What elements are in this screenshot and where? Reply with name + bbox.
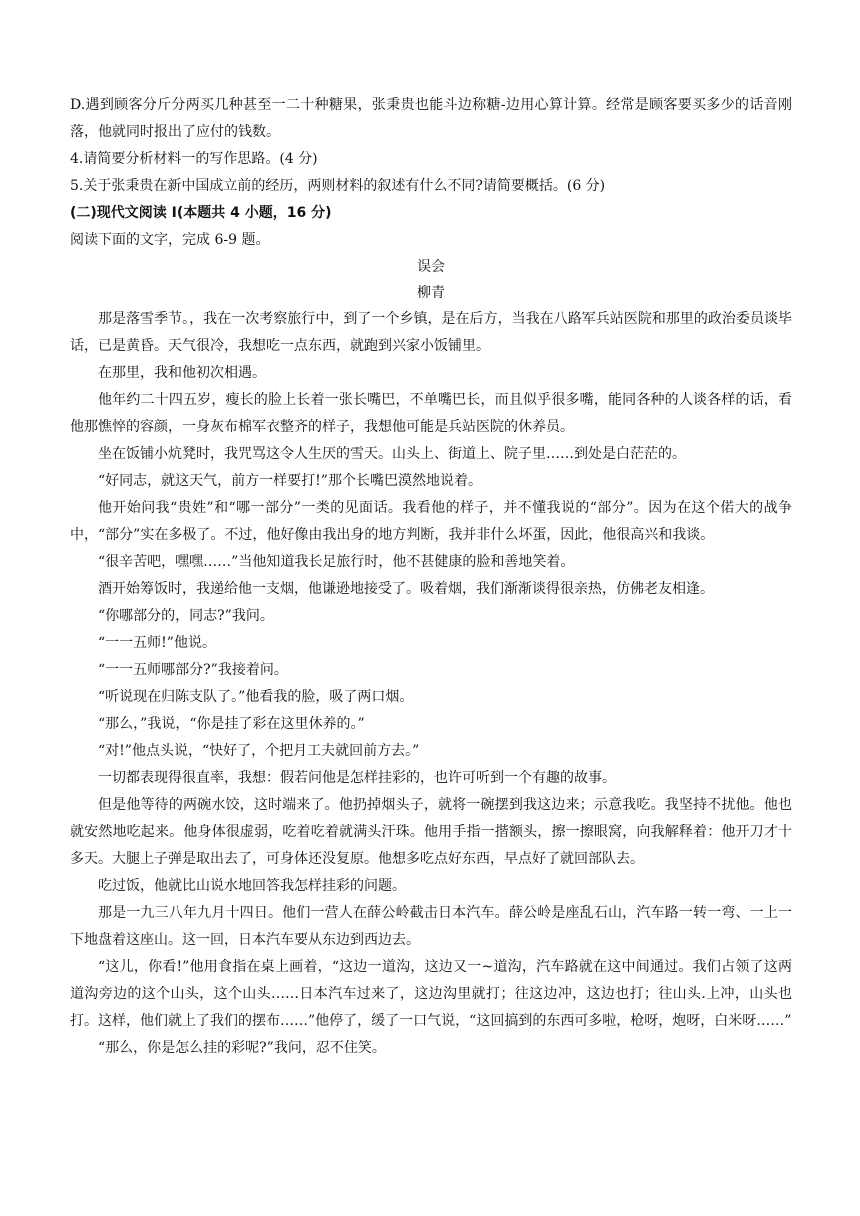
story-paragraph: “对!”他点头说，“快好了，个把月工夫就回前方去。” (98, 743, 420, 759)
story-paragraph: “听说现在归陈支队了。”他看我的脸，吸了两口烟。 (98, 689, 414, 705)
story-paragraph: 但是他等待的两碗水饺，这时端来了。他扔掉烟头子，就将一碗摆到我这边来；示意我吃。我坚持不扰他。他也就安然地吃起来。他身体很虚弱，吃着吃着就满头汗珠。他用手指一揩额头，擦一擦眼窝，向我解释着：他开刀才十多天。大腿上子弹是取出去了，可身体还没复原。他想多吃点好东西，早点好了就回部队去。 (70, 797, 792, 867)
story-paragraph: 那是落雪季节。，我在一次考察旅行中，到了一个乡镇，是在后方，当我在八路军兵站医院和那里的政治委员谈毕话，已是黄昏。天气很冷，我想吃一点东西，就跑到兴家小饭铺里。 (70, 311, 792, 354)
section-heading: (二)现代文阅读 I(本题共 4 小题，16 分) (70, 205, 332, 221)
story-paragraph: 酒开始筹饭时，我递给他一支烟，他谦逊地接受了。吸着烟，我们渐渐谈得很亲热，仿佛老友相逢。 (98, 581, 714, 597)
story-paragraph: 那是一九三八年九月十四日。他们一营人在薛公岭截击日本汽车。薛公岭是座乱石山，汽车路一转一弯、一上一下地盘着这座山。这一回，日本汽车要从东边到西边去。 (70, 905, 792, 948)
story-title: 误会 (417, 259, 445, 275)
author: 柳青 (417, 285, 445, 301)
document-page (70, 92, 792, 1062)
story-paragraph: 坐在饭铺小炕凳时，我咒骂这令人生厌的雪天。山头上、街道上、院子里……到处是白茫茫的。 (98, 446, 686, 462)
story-paragraph: 一切都表现得很直率，我想：假若问他是怎样挂彩的，也许可听到一个有趣的故事。 (98, 770, 616, 786)
story-paragraph: “一一五师哪部分?”我接着问。 (98, 662, 288, 678)
story-paragraph: “一一五师!”他说。 (98, 635, 216, 651)
question-4: 4.请简要分析材料一的写作思路。(4 分) (70, 151, 318, 167)
story-paragraph: “那么，你是怎么挂的彩呢?”我问，忍不住笑。 (98, 1040, 386, 1056)
option-d: D.遇到顾客分斤分两买几种甚至一二十种糖果，张秉贵也能斗边称糖-边用心算计算。经常是顾客要买多少的话音刚落，他就同时报出了应付的钱数。 (70, 97, 792, 140)
story-paragraph: 他年约二十四五岁，瘦长的脸上长着一张长嘴巴，不单嘴巴长，而且似乎很多嘴，能同各种的人谈各样的话，看他那憔悴的容颜，一身灰布棉军衣整齐的样子，我想他可能是兵站医院的休养员。 (70, 392, 792, 435)
story-paragraph: 吃过饭，他就比山说水地回答我怎样挂彩的问题。 (98, 878, 406, 894)
story-paragraph: “你哪部分的，同志?”我问。 (98, 608, 274, 624)
story-paragraph: “好同志，就这天气，前方一样要打!”那个长嘴巴漠然地说着。 (98, 473, 482, 489)
story-paragraph: “这儿，你看!”他用食指在桌上画着，“这边一道沟，这边又一~道沟，汽车路就在这中间通过。我们占领了这两道沟旁边的这个山头，这个山头……日本汽车过来了，这边沟里就打；往这边冲，这边也打；往山头.上冲，山头也打。这样，他们就上了我们的摆布……”他停了，缓了一口气说，“这回搞到的东西可多啦，枪呀，炮呀，白米呀……” (70, 959, 792, 1029)
story-paragraph: “很辛苦吧，嘿嘿……”当他知道我长足旅行时，他不甚健康的脸和善地笑着。 (98, 554, 575, 570)
story-paragraph: 在那里，我和他初次相遇。 (98, 365, 266, 381)
question-5: 5.关于张秉贵在新中国成立前的经历，两则材料的叙述有什么不同?请简要概括。(6 分) (70, 178, 606, 194)
instruction: 阅读下面的文字，完成 6-9 题。 (70, 232, 270, 248)
story-paragraph: 他开始问我“贵姓”和“哪一部分”一类的见面话。我看他的样子，并不懂我说的“部分”。因为在这个偌大的战争中，“部分”实在多极了。不过，他好像由我出身的地方判断，我并非什么坏蛋，因此，他很高兴和我谈。 (70, 500, 792, 543)
story-paragraph: “那么，”我说，“你是挂了彩在这里休养的。” (98, 716, 365, 732)
